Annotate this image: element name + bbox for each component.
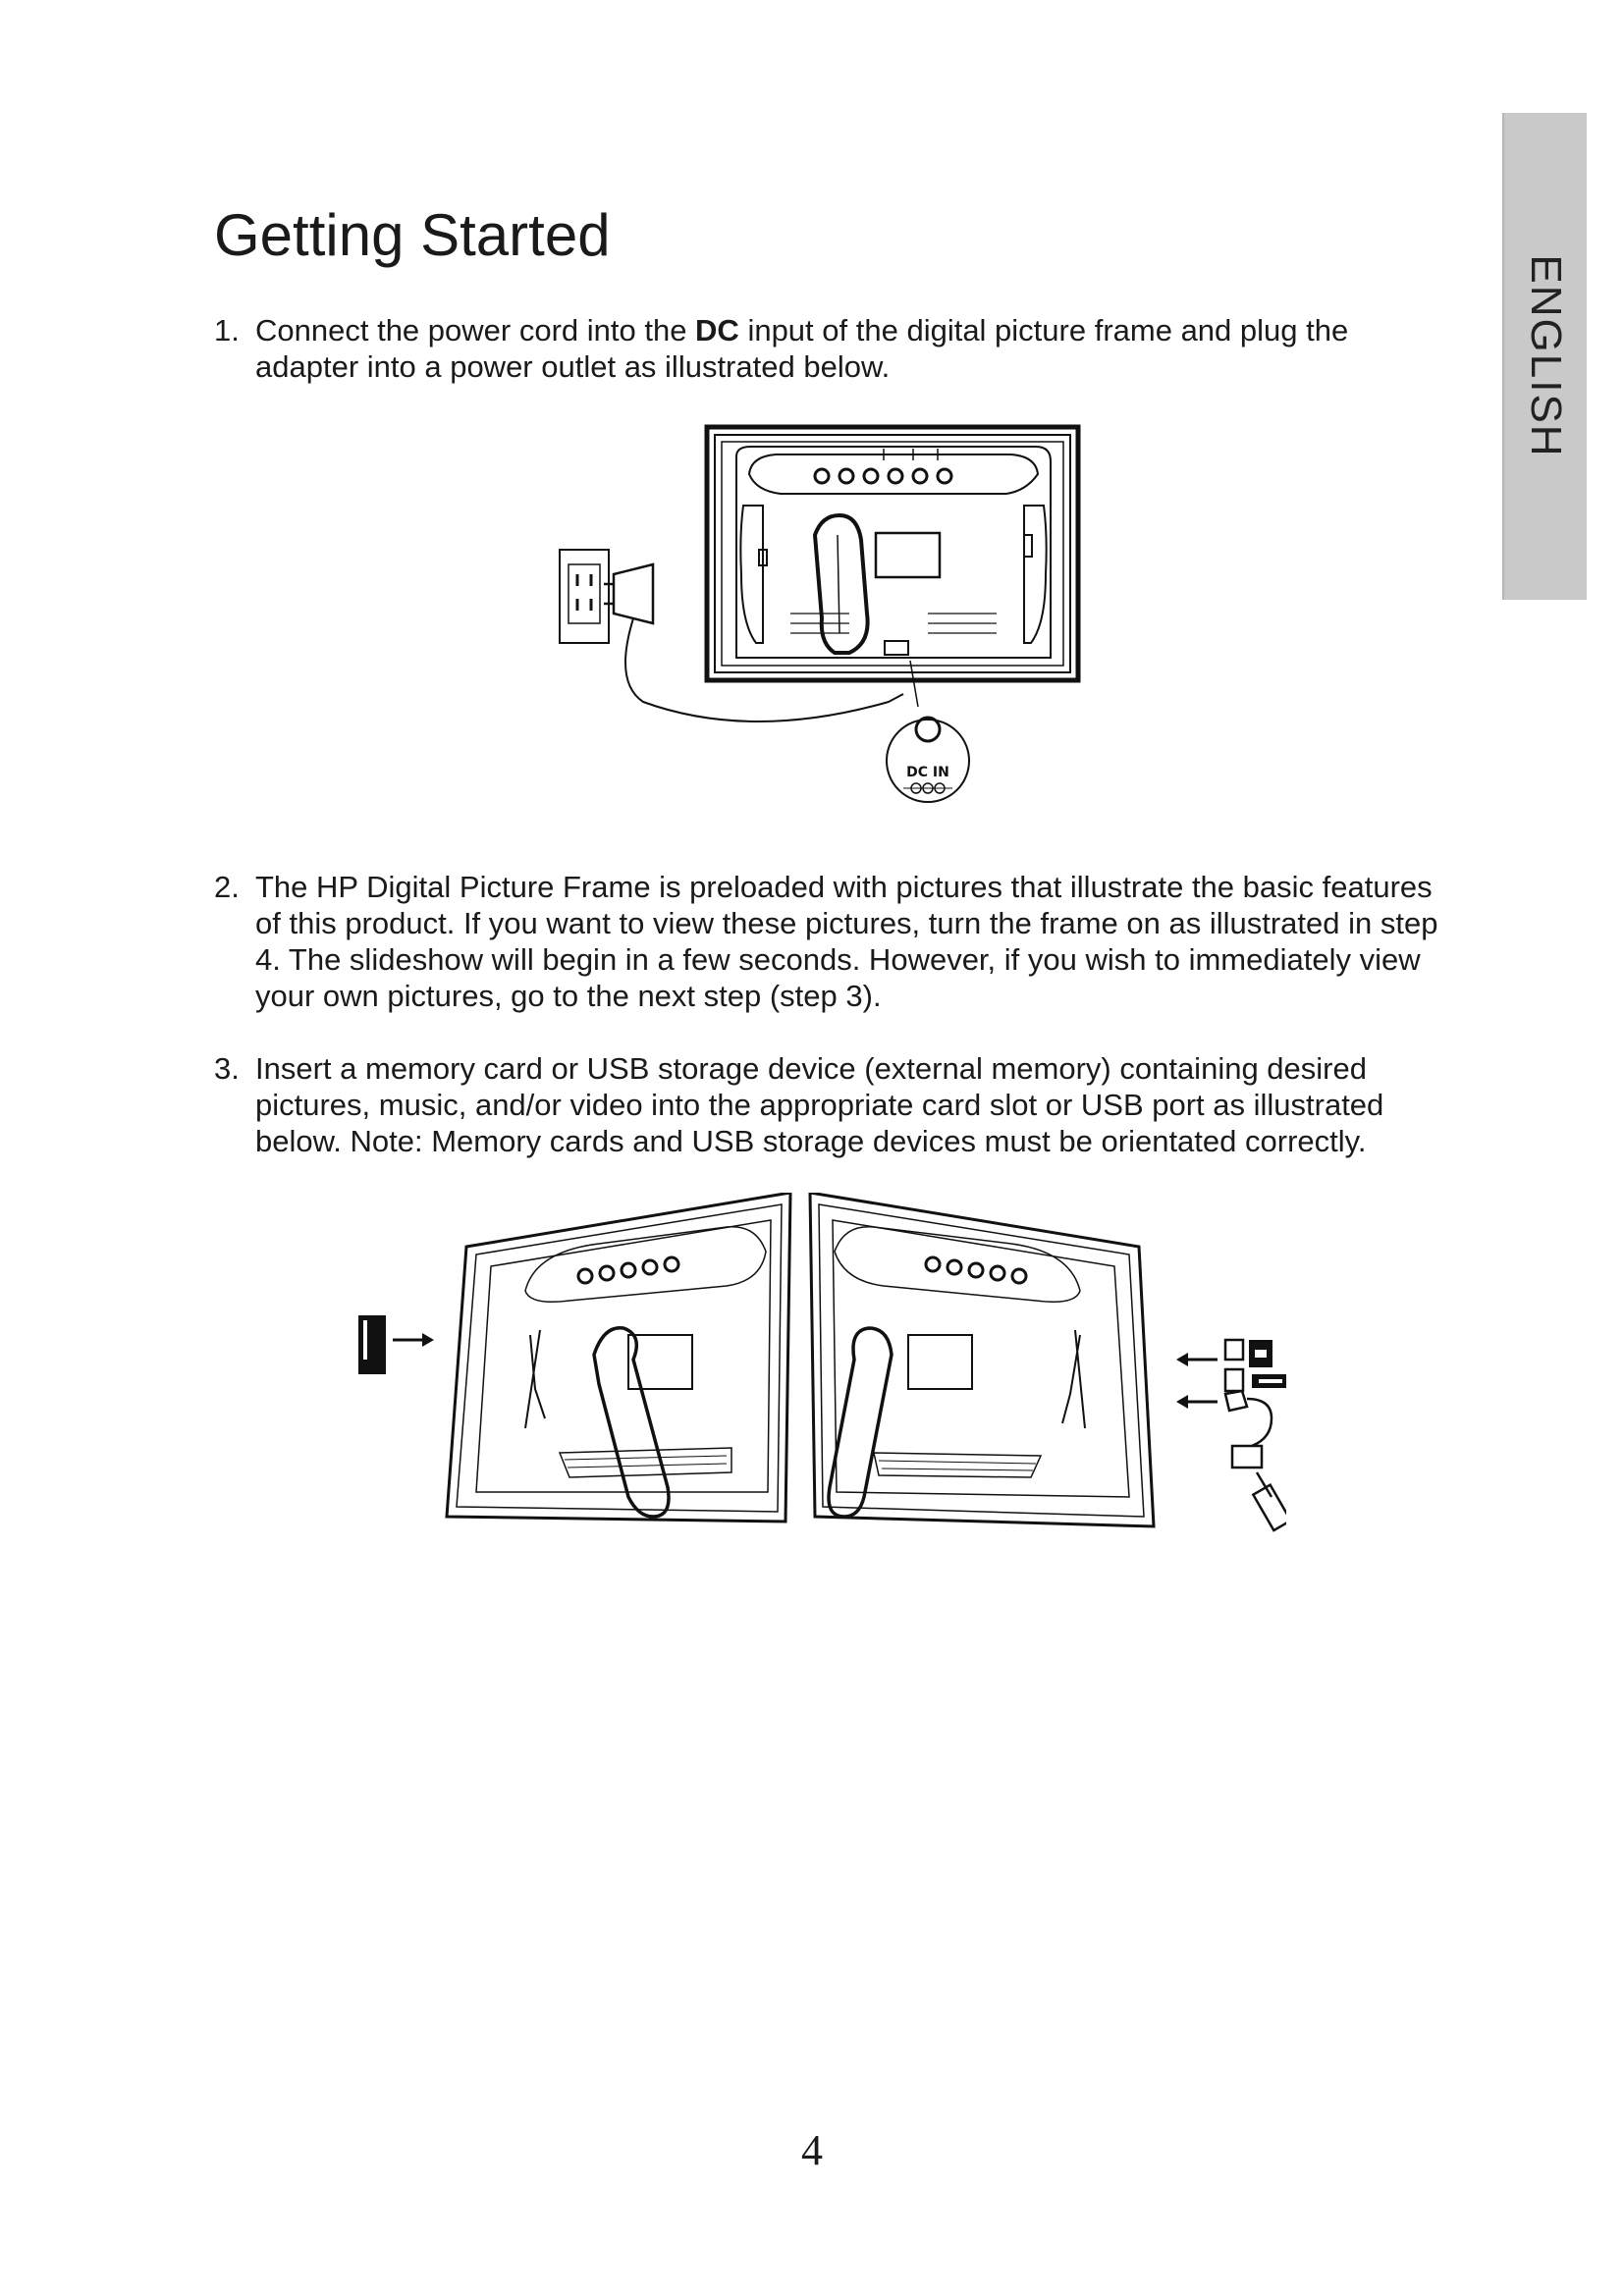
dc-in-callout <box>887 720 969 802</box>
step-3-number: 3. <box>214 1051 240 1086</box>
memory-cards-right <box>1176 1340 1286 1409</box>
step-3-text: Insert a memory card or USB storage device (external memory) containing desired pictures, music, and/or video into the appropriate card slot or USB port as illustrated below. Note: Memory cards and USB storage devices must be orientated correctly. <box>255 1051 1384 1158</box>
power-connection-illustration <box>555 417 1085 820</box>
step-1-dc-label: DC <box>695 313 739 347</box>
step-2 <box>214 869 1441 1014</box>
wall-outlet <box>560 550 609 643</box>
usb-card-reader <box>1225 1391 1286 1530</box>
language-tab[interactable] <box>1502 113 1587 600</box>
step-3 <box>214 1050 1441 1159</box>
dc-in-label: DC IN <box>906 765 949 780</box>
right-frame-back <box>810 1193 1154 1526</box>
frame-buttons <box>815 469 951 483</box>
step-1-text-after: input of the digital picture frame and plug the adapter into a power outlet as illustrated below. <box>255 313 1349 384</box>
step-1-text-before: Connect the power cord into the <box>255 313 696 347</box>
step-1-number: 1. <box>214 313 240 347</box>
memory-card-insertion-illustration <box>353 1193 1286 1629</box>
step-1 <box>214 312 1441 385</box>
memory-card-left <box>358 1315 386 1374</box>
language-tab-label: ENGLISH <box>1522 254 1570 458</box>
step-1-text <box>214 312 1441 385</box>
page-number: 4 <box>801 2126 823 2174</box>
power-adapter <box>604 564 903 721</box>
step-2-number: 2. <box>214 870 240 904</box>
left-frame-back <box>447 1193 790 1522</box>
page-title: Getting Started <box>214 202 611 268</box>
step-2-text: The HP Digital Picture Frame is preloaded with pictures that illustrate the basic features of this product. If you want to view these pictures, turn the frame on as illustrated in step 4. The slideshow will begin in a few seconds. However, if you wish to immediately view your own pictures, go to the next step (step 3). <box>255 870 1438 1013</box>
